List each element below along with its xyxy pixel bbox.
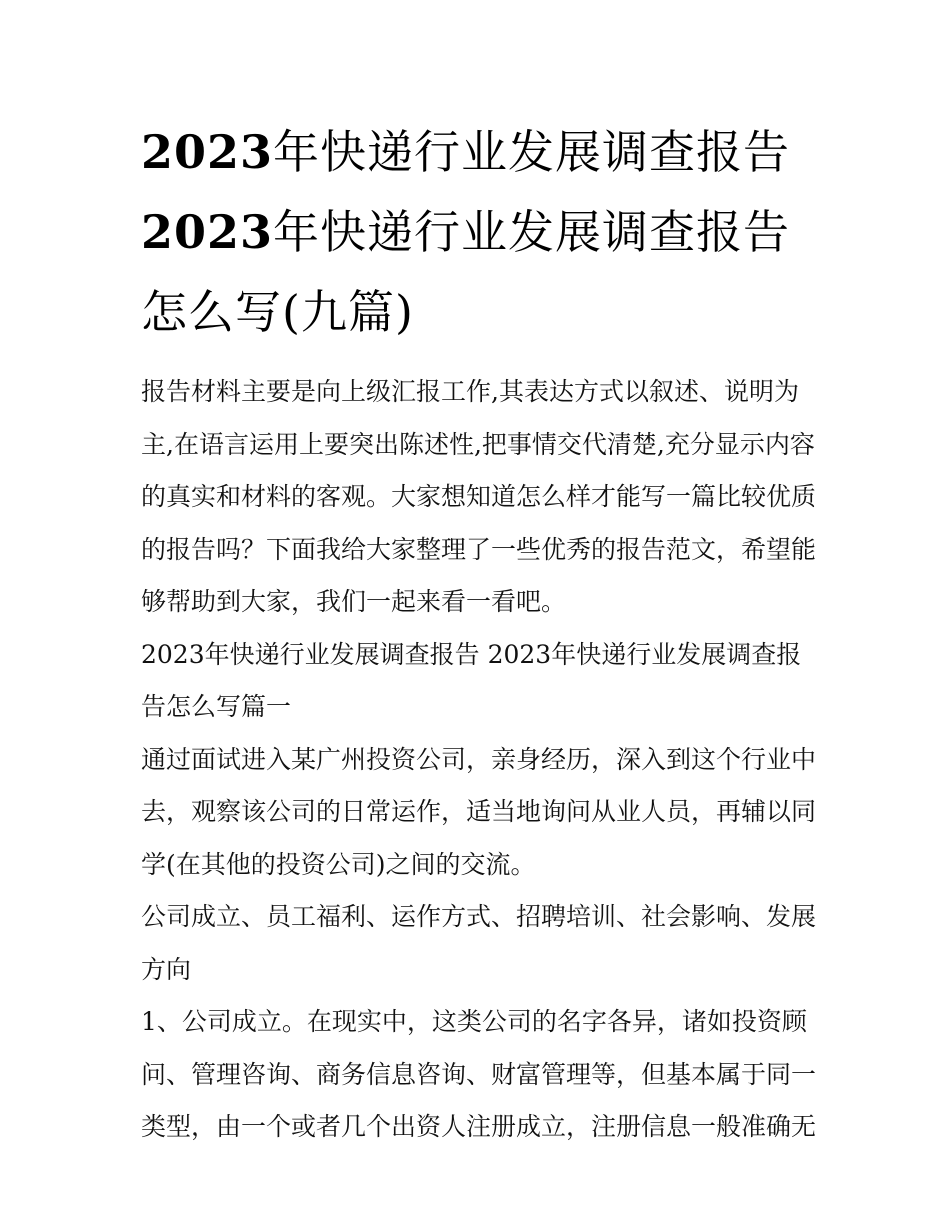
title-year-1: 2023 [141, 125, 274, 179]
section-title: 2023年快递行业发展调查报告 2023年快递行业发展调查报告怎么写篇一 [141, 639, 802, 721]
body-paragraph-2: 公司成立、员工福利、运作方式、招聘培训、社会影响、发展方向 [141, 902, 817, 984]
title-text-2: 年快递行业发展调查报告 [273, 205, 791, 259]
title-text-1: 年快递行业发展调查报告 [273, 125, 791, 179]
body-paragraph-1: 通过面试进入某广州投资公司，亲身经历，深入到这个行业中去，观察该公司的日常运作，适当地询问从业人员，再辅以同学(在其他的投资公司)之间的交流。 [141, 744, 817, 879]
document-body [141, 112, 821, 1154]
body-paragraph-3: 1、公司成立。在现实中，这类公司的名字各异，诸如投资顾问、管理咨询、商务信息咨询、财富管理等，但基本属于同一类型，由一个或者几个出资人注册成立，注册信息一般准确无 [141, 1007, 817, 1141]
title-year-2: 2023 [141, 205, 274, 259]
title-text-3: 怎么写(九篇) [141, 285, 414, 339]
intro-paragraph: 报告材料主要是向上级汇报工作,其表达方式以叙述、说明为主,在语言运用上要突出陈述性,把事情交代清楚,充分显示内容的真实和材料的客观。大家想知道怎么样才能写一篇比较优质的报告吗？下面我给大家整理了一些优秀的报告范文，希望能够帮助到大家，我们一起来看一看吧。 [141, 377, 817, 616]
document-title [141, 112, 821, 352]
